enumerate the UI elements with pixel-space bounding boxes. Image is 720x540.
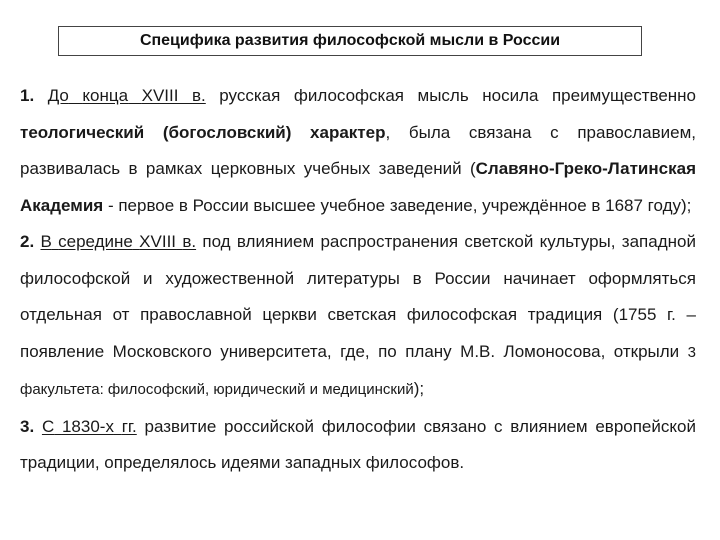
p2-faculties: 3 факультета: философский, юридический и медицинский	[20, 343, 696, 398]
content-body	[20, 78, 696, 482]
p2-text-2: );	[413, 379, 425, 398]
p1-text-1: русская философская мысль носила преимущественно	[205, 86, 697, 105]
p3-text-1: развитие российской философии связано с влиянием европейской традиции, определялось идеями западных философов.	[20, 416, 696, 472]
p2-period-b: середине	[58, 232, 133, 251]
p2-period-d: в.	[182, 232, 197, 251]
paragraph-3	[20, 409, 696, 482]
p3-period-c: гг.	[121, 416, 137, 436]
p2-period-c: XVIII	[139, 232, 177, 251]
p1-bold-1: теологический (богословский) характер	[20, 122, 386, 142]
p1-period-c: XVIII	[141, 86, 179, 105]
p2-text-1: под влиянием распространения светской культуры, западной философской и художественной литературы в России начинает оформляться отдельная от православной церкви светская философская традиция (1755 г. – появление Московского университета, где, по плану М.В. Ломоносова, открыли	[20, 232, 696, 361]
p1-number: 1.	[20, 86, 35, 105]
paragraph-2	[20, 224, 696, 409]
p3-period-a: С	[41, 416, 55, 436]
p2-period-a: В	[40, 232, 52, 251]
p1-text-3: - первое в России высшее учебное заведение, учреждённое в 1687 году);	[103, 195, 692, 215]
p3-number: 3.	[20, 416, 35, 436]
p3-period-b: 1830-х	[61, 416, 114, 436]
p1-period-a: До	[47, 86, 69, 105]
p1-period-b: конца	[82, 86, 129, 105]
paragraph-1	[20, 78, 696, 224]
p1-period-d: в.	[192, 86, 206, 105]
p2-number: 2.	[20, 232, 35, 251]
p1-bold-2: Славяно-Греко-Латинская Академия	[20, 159, 696, 215]
slide-title: Специфика развития философской мысли в России	[139, 32, 561, 49]
slide-title-box	[58, 26, 642, 56]
p1-text-2: , была связана с православием, развивалась в рамках церковных учебных заведений (	[20, 122, 697, 178]
